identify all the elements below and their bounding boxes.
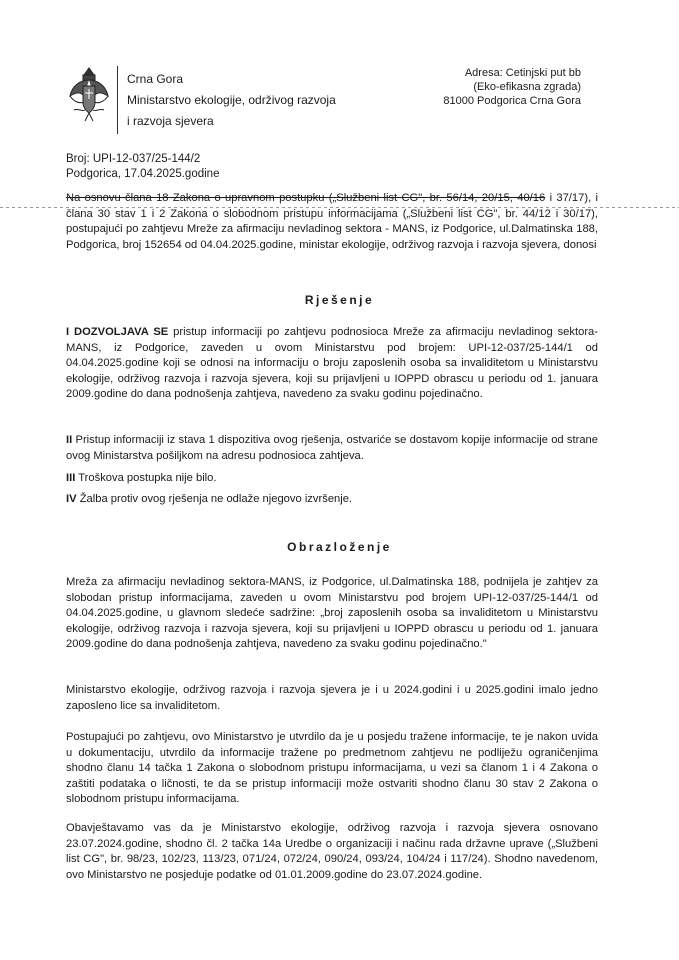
decision-heading: Rješenje (304, 293, 375, 307)
dispositive-item (66, 433, 598, 464)
dispositive-item (66, 325, 598, 403)
dispositive-text: Pristup informaciji iz stava 1 dispozitiva ovog rješenja, ostvariće se dostavom kopije informacije od strane ovog Ministarstva pošiljkom na adresu podnosioca zahtjeva. (66, 434, 598, 462)
dispositive-item (66, 471, 598, 487)
dispositive-label: IV (66, 493, 77, 505)
reasoning-paragraph: Ministarstvo ekologije, održivog razvoja i razvoja sjevera je i u 2024.godini i u 2025.godini imalo jedno zaposleno lice sa invaliditetom. (66, 684, 598, 712)
reasoning-paragraph: Mreža za afirmaciju nevladinog sektora-MANS, iz Podgorice, ul.Dalmatinska 188, podnijela je zahtjev za slobodan pristup informacijama, zaveden u ovom Ministarstvu pod brojem UPI-12-037/25-144/1 od 04.04.2025.godine, u glavnom sledeće sadržine: „broj zaposlenih osoba sa invaliditetom u Ministarstvu ekologije, održivog razvoja i razvoja sjevera, koji su prijavljeni u IOPPD obrascu u periodu od 1. januara 2009.godine do dana podnošenja zahtjeva, navedeno za svaku godinu pojedinačno." (66, 576, 598, 650)
preamble-first-line: Na osnovu člana 18 Zakona o upravnom postupku („Službeni list CG", br. 56/14, 20/15, 40/16 (66, 192, 546, 204)
address-block (443, 66, 581, 108)
header-divider (117, 66, 118, 134)
reference-number: Broj: UPI-12-037/25-144/2 (66, 153, 201, 165)
dispositive-item (66, 492, 598, 508)
dispositive-text: Žalba protiv ovog rješenja ne odlaže njegovo izvršenje. (79, 493, 353, 505)
dispositive-text: pristup informaciji po zahtjevu podnosioca Mreže za afirmaciju nevladinog sektora- MANS, iz Podgorice, zaveden u ovom Ministarstvu pod brojem: UPI-12-037/25-144/1 od 04.04.2025.godine koji se odnosi na informaciju o broju zaposlenih osoba sa invaliditetom u Ministarstvu ekologije, održivog razvoja i razvoja sjevera, koji su prijavljeni u IOPPD obrascu u periodu od 1. januara 2009.godine do dana podnošenja zahtjeva, navedeno za svaku godinu pojedinačno. (66, 326, 598, 400)
preamble-paragraph (66, 191, 598, 253)
dispositive-label: II (66, 434, 73, 446)
address-line: (Eko-efikasna zgrada) (473, 81, 581, 93)
org-ministry-cont: i razvoja sjevera (127, 114, 214, 128)
org-ministry: Ministarstvo ekologije, održivog razvoja (127, 93, 336, 107)
dispositive-label: III (66, 472, 76, 484)
address-line: Adresa: Cetinjski put bb (464, 67, 581, 79)
reasoning-paragraph: Postupajući po zahtjevu, ovo Ministarstvo je utvrdilo da je u posjedu tražene informacije, te je nakon uvida u dokumentaciju, utvrdilo da informacije tražene po predmetnom zahtjevu ne podliježu ograničenjima shodno članu 14 tačka 1 Zakona o slobodnom pristupu informacijama, u vezi sa članom 1 i 4 Zakona o zaštiti podataka o ličnosti, te da se pristup informaciji može ostvariti shodno članu 30 stav 2 Zakona o slobodnom pristupu informacijama. (66, 731, 598, 805)
dispositive-label: I DOZVOLJAVA SE (66, 326, 169, 338)
reasoning-heading: Obrazloženje (287, 540, 392, 554)
place-date: Podgorica, 17.04.2025.godine (66, 168, 220, 180)
organization-name (127, 69, 336, 132)
coat-of-arms-icon (66, 66, 112, 124)
reference-block (66, 152, 219, 182)
preamble-rest: i 37/17), i člana 30 stav 1 i 2 Zakona o slobodnom pristupu informacijama („Službeni list CG", br. 44/12 i 30/17), postupajući po zahtjevu Mreže za afirmaciju nevladinog sektora - MANS, iz Podgorice, ul.Dalmatinska 188, Podgorica, broj 152654 od 04.04.2025.godine, ministar ekologije, održivog razvoja i razvoja sjevera, donosi (66, 192, 598, 251)
org-country: Crna Gora (127, 72, 184, 86)
reasoning-paragraph: Obavještavamo vas da je Ministarstvo ekologije, održivog razvoja i razvoja sjevera osnovano 23.07.2024.godine, shodno čl. 2 tačka 14a Uredbe o organizaciji i načinu rada državne uprave („Službeni list CG", br. 98/23, 102/23, 113/23, 071/24, 072/24, 090/24, 093/24, 104/24 i 117/24). Shodno navedenom, ovo Ministarstvo ne posjeduje podatke od 01.01.2009.godine do 23.07.2024.godine. (66, 822, 598, 881)
address-line: 81000 Podgorica Crna Gora (443, 95, 581, 107)
dispositive-text: Troškova postupka nije bilo. (78, 472, 217, 484)
